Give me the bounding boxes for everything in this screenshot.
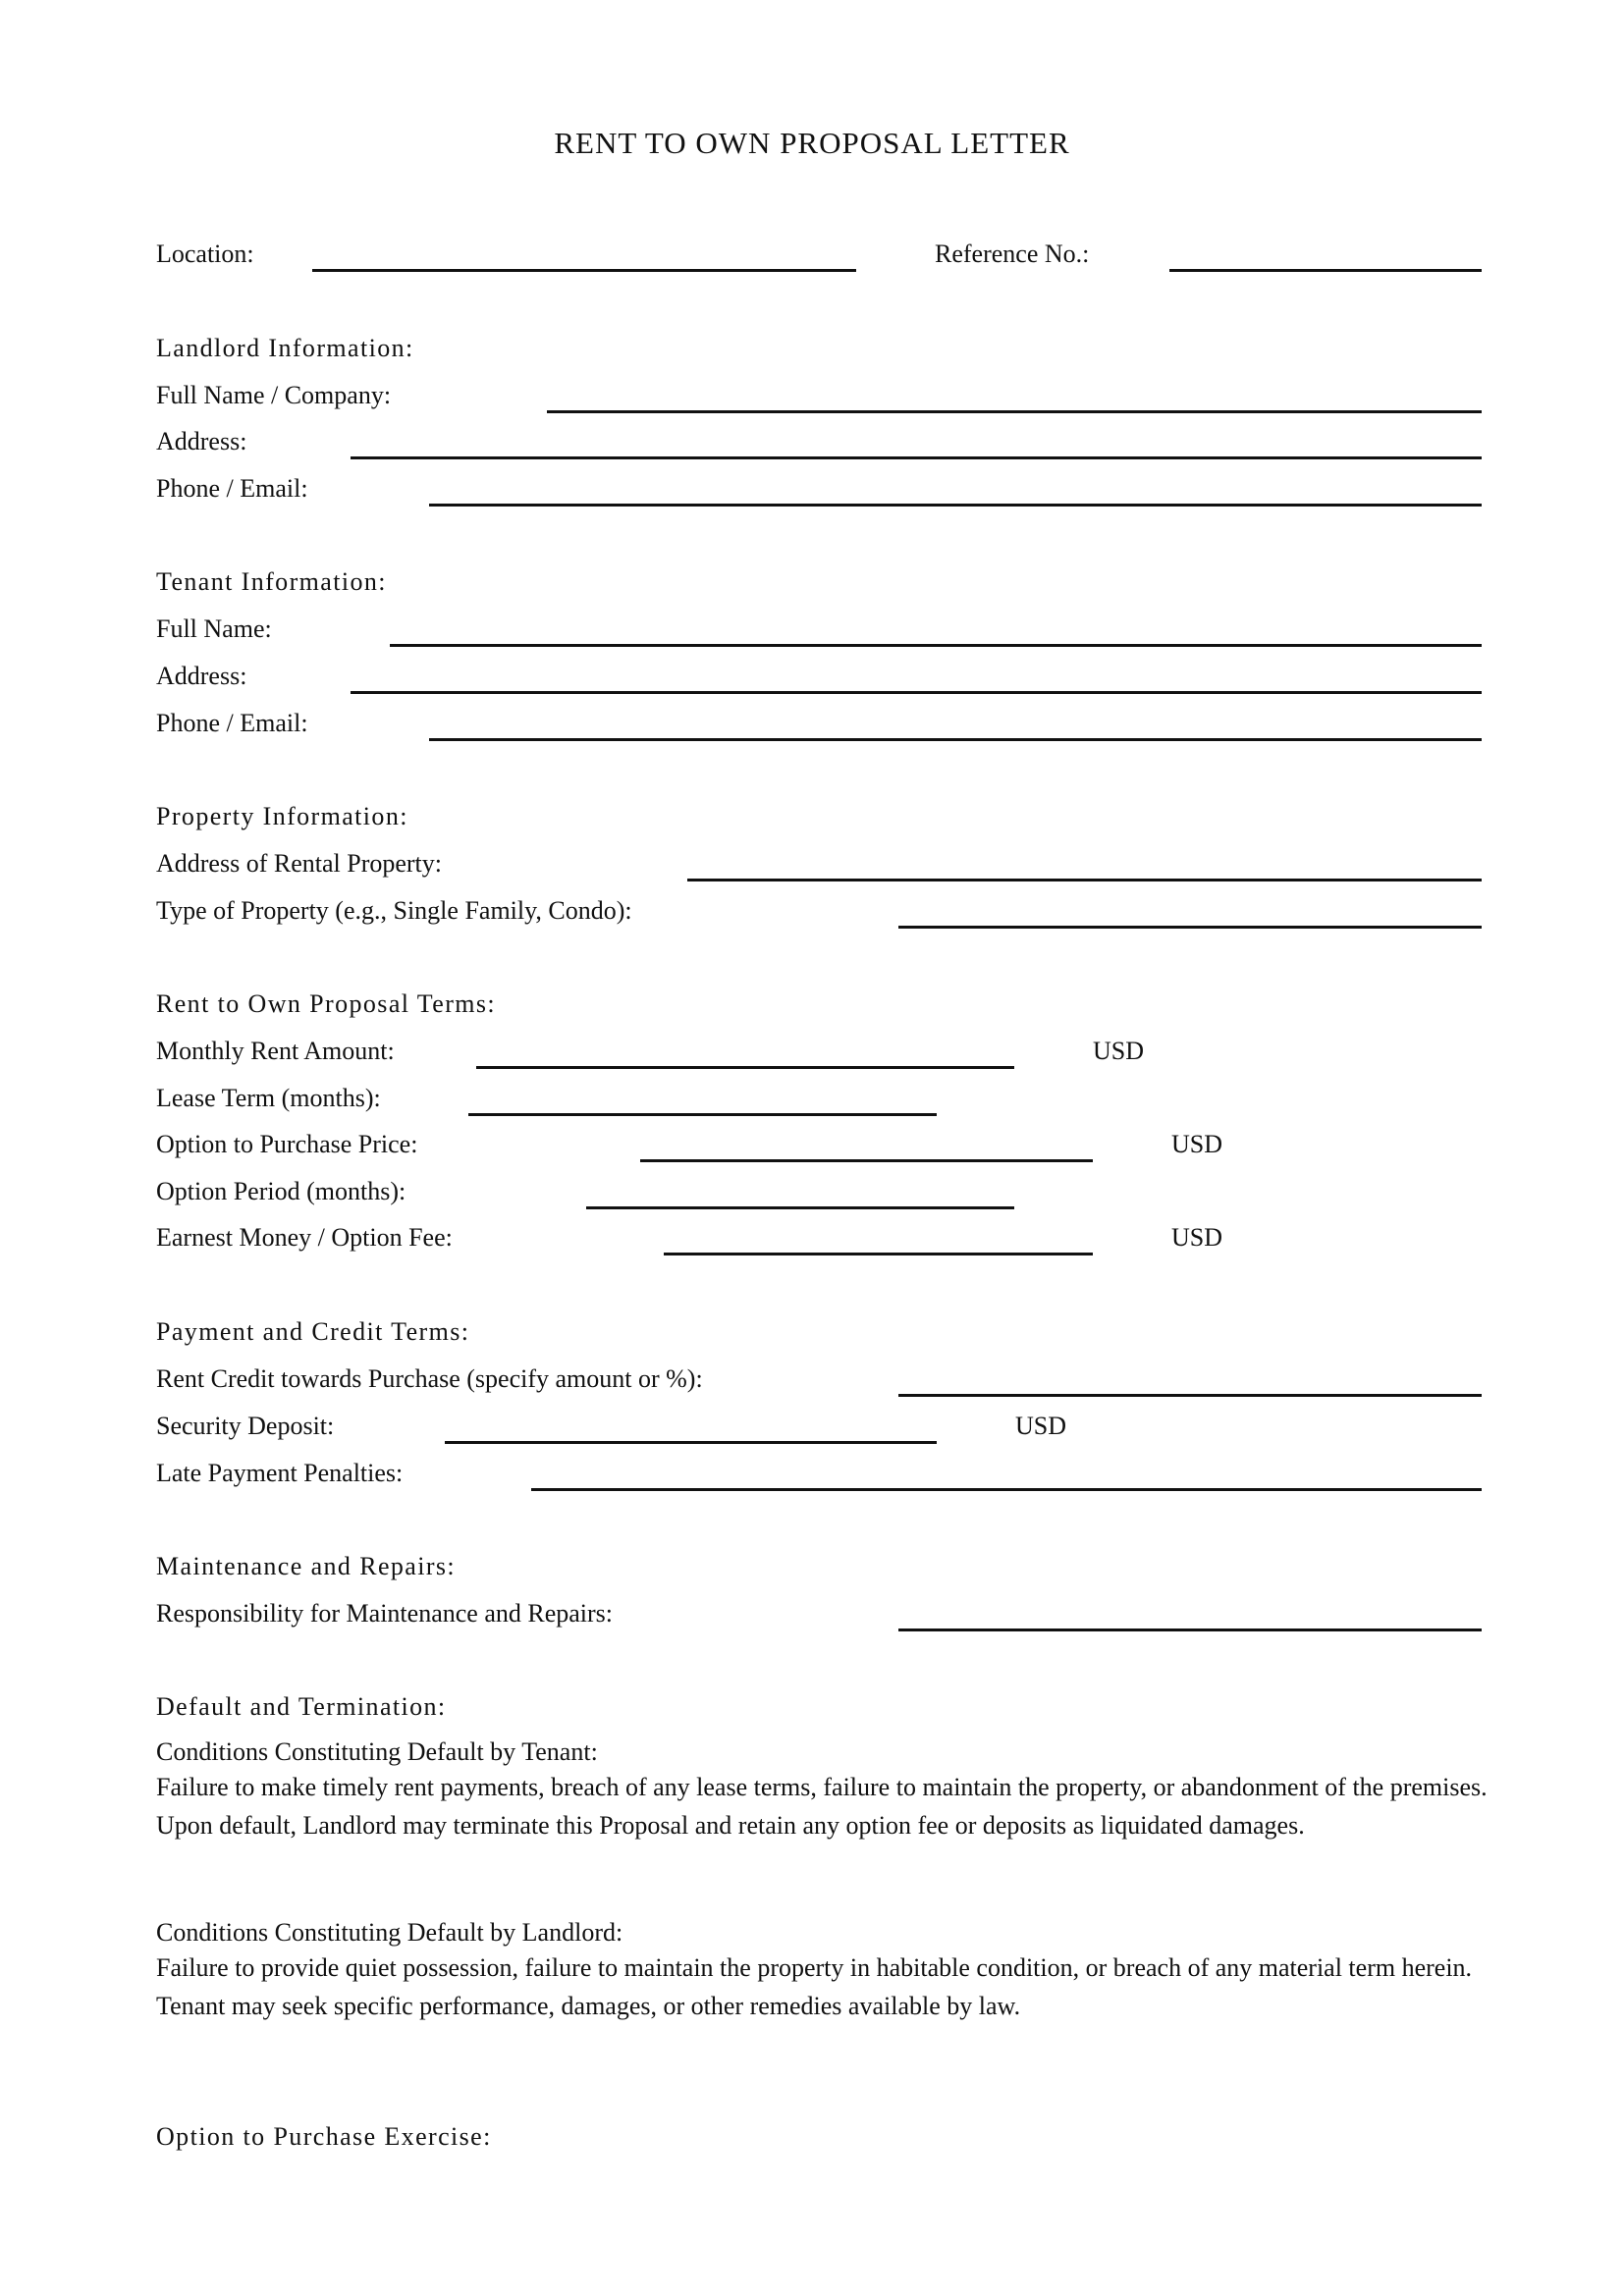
monthly-rent-label: Monthly Rent Amount: xyxy=(156,1037,395,1065)
option-period-field[interactable] xyxy=(586,1206,1014,1209)
deposit-currency: USD xyxy=(1015,1412,1067,1440)
option-period-label: Option Period (months): xyxy=(156,1177,406,1205)
monthly-rent-currency: USD xyxy=(1093,1037,1145,1065)
tenant-default-section xyxy=(156,1736,1501,1844)
tenant-contact-label: Phone / Email: xyxy=(156,709,308,737)
terms-heading: Rent to Own Proposal Terms: xyxy=(156,989,497,1018)
late-penalties-label: Late Payment Penalties: xyxy=(156,1459,404,1487)
lease-term-field[interactable] xyxy=(468,1113,937,1116)
landlord-heading: Landlord Information: xyxy=(156,334,414,362)
tenant-default-title: Conditions Constituting Default by Tenant: xyxy=(156,1737,598,1766)
maintenance-heading: Maintenance and Repairs: xyxy=(156,1552,457,1580)
payment-heading: Payment and Credit Terms: xyxy=(156,1317,470,1346)
tenant-address-field[interactable] xyxy=(351,691,1482,694)
purchase-price-field[interactable] xyxy=(640,1159,1093,1162)
reference-field[interactable] xyxy=(1169,269,1482,272)
monthly-rent-field[interactable] xyxy=(476,1066,1014,1069)
landlord-default-text: Failure to provide quiet possession, failure to maintain the property in habitable condition, or breach of any material term herein. Tenant may seek specific performance, damages, or other remedies available by law. xyxy=(156,1953,1473,2020)
late-penalties-field[interactable] xyxy=(531,1488,1482,1491)
property-type-field[interactable] xyxy=(898,926,1482,929)
tenant-default-text: Failure to make timely rent payments, breach of any lease terms, failure to maintain the property, or abandonment of the premises. Upon default, Landlord may terminate this Proposal and retain any option fee or deposits as liquidated damages. xyxy=(156,1773,1488,1840)
option-fee-field[interactable] xyxy=(664,1253,1093,1255)
landlord-contact-label: Phone / Email: xyxy=(156,474,308,503)
maintenance-responsibility-label: Responsibility for Maintenance and Repairs: xyxy=(156,1599,614,1628)
property-address-field[interactable] xyxy=(687,879,1482,881)
landlord-address-label: Address: xyxy=(156,427,247,455)
location-label: Location: xyxy=(156,240,254,268)
landlord-default-section xyxy=(156,1917,1501,2025)
option-fee-currency: USD xyxy=(1171,1223,1223,1252)
tenant-name-field[interactable] xyxy=(390,644,1482,647)
rent-credit-field[interactable] xyxy=(898,1394,1482,1397)
option-exercise-heading: Option to Purchase Exercise: xyxy=(156,2122,492,2151)
tenant-heading: Tenant Information: xyxy=(156,567,387,596)
tenant-contact-field[interactable] xyxy=(429,738,1482,741)
landlord-address-field[interactable] xyxy=(351,456,1482,459)
default-heading: Default and Termination: xyxy=(156,1692,447,1721)
lease-term-label: Lease Term (months): xyxy=(156,1084,381,1112)
property-heading: Property Information: xyxy=(156,802,408,830)
landlord-default-title: Conditions Constituting Default by Landlord: xyxy=(156,1918,623,1947)
tenant-name-label: Full Name: xyxy=(156,614,272,643)
property-type-label: Type of Property (e.g., Single Family, Condo): xyxy=(156,896,632,925)
property-address-label: Address of Rental Property: xyxy=(156,849,443,878)
landlord-name-label: Full Name / Company: xyxy=(156,381,392,409)
location-field[interactable] xyxy=(312,269,856,272)
purchase-price-currency: USD xyxy=(1171,1130,1223,1158)
landlord-contact-field[interactable] xyxy=(429,504,1482,507)
option-fee-label: Earnest Money / Option Fee: xyxy=(156,1223,453,1252)
document-title: RENT TO OWN PROPOSAL LETTER xyxy=(554,126,1070,160)
maintenance-responsibility-field[interactable] xyxy=(898,1629,1482,1631)
landlord-name-field[interactable] xyxy=(547,410,1482,413)
tenant-address-label: Address: xyxy=(156,662,247,690)
deposit-label: Security Deposit: xyxy=(156,1412,335,1440)
purchase-price-label: Option to Purchase Price: xyxy=(156,1130,418,1158)
reference-label: Reference No.: xyxy=(935,240,1090,268)
deposit-field[interactable] xyxy=(445,1441,937,1444)
rent-credit-label: Rent Credit towards Purchase (specify amount or %): xyxy=(156,1364,703,1393)
